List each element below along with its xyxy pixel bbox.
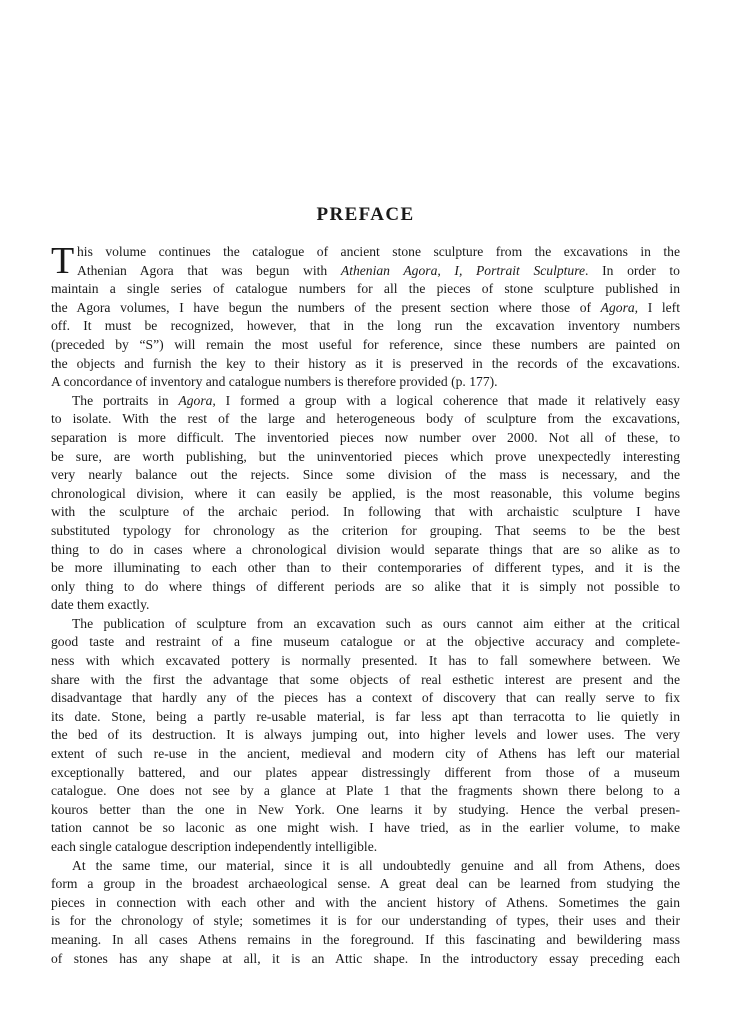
- text-line: each single catalogue description independently intelligible.: [51, 839, 378, 854]
- text-line: kouros better than the one in New York. One learns it by studying. Hence the verbal presen-: [51, 801, 680, 817]
- text-line: extent of such re-use in the ancient, medieval and modern city of Athens has left our material: [51, 746, 680, 762]
- text-line: the objects and furnish the key to their history as it is preserved in the records of the excavations.: [51, 355, 680, 371]
- text-line: exceptionally battered, and our plates appear distressingly different from those of a museum: [51, 764, 680, 780]
- text-line: be more illuminating to each other than to their contemporaries of different types, and it is the: [51, 560, 680, 576]
- text-line: date them exactly.: [51, 597, 150, 613]
- page-title: PREFACE: [316, 204, 415, 225]
- text-line: At the same time, our material, since it is all undoubtedly genuine and all from Athens, does: [72, 857, 680, 873]
- text-line: with the sculpture of the archaic period. In following that with archaistic sculpture I have: [51, 504, 680, 520]
- preface-body: [51, 240, 680, 968]
- text-line: off. It must be recognized, however, that in the long run the excavation inventory numbers: [51, 318, 680, 334]
- text-line: thing to do in cases where a chronological division would separate things that are so alike as to: [51, 541, 680, 557]
- text-line: separation is more difficult. The inventoried pieces now number over 2000. Not all of these, to: [51, 429, 680, 445]
- third-paragraph: [51, 615, 680, 857]
- drop-cap: T: [51, 240, 75, 282]
- text-line: (preceded by “S”) will remain the most useful for reference, since these numbers are painted on: [51, 336, 680, 352]
- text-line: maintain a single series of catalogue numbers for all the pieces of stone sculpture published in: [51, 281, 680, 297]
- text-line: very nearly balance out the rejects. Since some division of the mass is necessary, and the: [51, 467, 680, 483]
- text-line: is for the chronology of style; sometimes it is for our understanding of types, their uses and their: [51, 913, 680, 929]
- text-line: meaning. In all cases Athens remains in the foreground. If this fascinating and bewildering mass: [51, 931, 680, 947]
- fourth-paragraph: [51, 857, 680, 969]
- text-line: Athenian Agora that was begun with Athenian Agora, I, Portrait Sculpture. In order to: [77, 262, 680, 278]
- text-line: tation cannot be so laconic as one might wish. I have tried, as in the earlier volume, to make: [51, 820, 680, 836]
- text-line: its date. Stone, being a partly re-usable material, is far less apt than terracotta to lie quietly in: [51, 708, 680, 724]
- text-line: the bed of its destruction. It is always jumping out, into higher levels and lower uses. The very: [51, 727, 680, 743]
- text-line: share with the first the advantage that some objects of real esthetic interest are present and the: [51, 671, 680, 687]
- second-paragraph: [51, 392, 680, 615]
- text-line: The portraits in Agora, I formed a group with a logical coherence that made it relatively easy: [72, 392, 680, 408]
- text-line: of stones has any shape at all, it is an Attic shape. In the introductory essay preceding each: [51, 950, 680, 966]
- text-line: good taste and restraint of a fine museum catalogue or at the objective accuracy and complete-: [51, 634, 680, 650]
- text-line: to isolate. With the rest of the large and heterogeneous body of sculpture from the excavations,: [51, 411, 680, 427]
- text-line: catalogue. One does not see by a glance at Plate 1 that the fragments shown there belong to a: [51, 783, 680, 799]
- text-line: his volume continues the catalogue of ancient stone sculpture from the excavations in the: [77, 244, 680, 259]
- text-line: pieces in connection with each other and with the ancient history of Athens. Sometimes the gain: [51, 894, 680, 910]
- text-line: A concordance of inventory and catalogue numbers is therefore provided (p. 177).: [51, 374, 498, 390]
- text-line: substituted typology for chronology as the criterion for grouping. That seems to be the best: [51, 522, 680, 538]
- first-paragraph: [51, 240, 680, 392]
- text-line: chronological division, where it can easily be applied, is the most reasonable, this volume begins: [51, 485, 680, 501]
- text-line: the Agora volumes, I have begun the numbers of the present section where those of Agora, I left: [51, 299, 680, 315]
- text-line: be sure, are worth publishing, but the uninventoried pieces which prove unexpectedly interesting: [51, 448, 680, 464]
- text-line: ness with which excavated pottery is normally presented. It has to fall somewhere between. We: [51, 653, 680, 669]
- text-line: only thing to do where things of different periods are so alike that it is simply not possible to: [51, 578, 680, 594]
- text-line: disadvantage that hardly any of the pieces has a context of discovery that can really serve to fix: [51, 690, 680, 706]
- text-line: The publication of sculpture from an excavation such as ours cannot aim either at the critical: [72, 615, 680, 631]
- text-line: form a group in the broadest archaeological sense. A great deal can be learned from studying the: [51, 876, 680, 892]
